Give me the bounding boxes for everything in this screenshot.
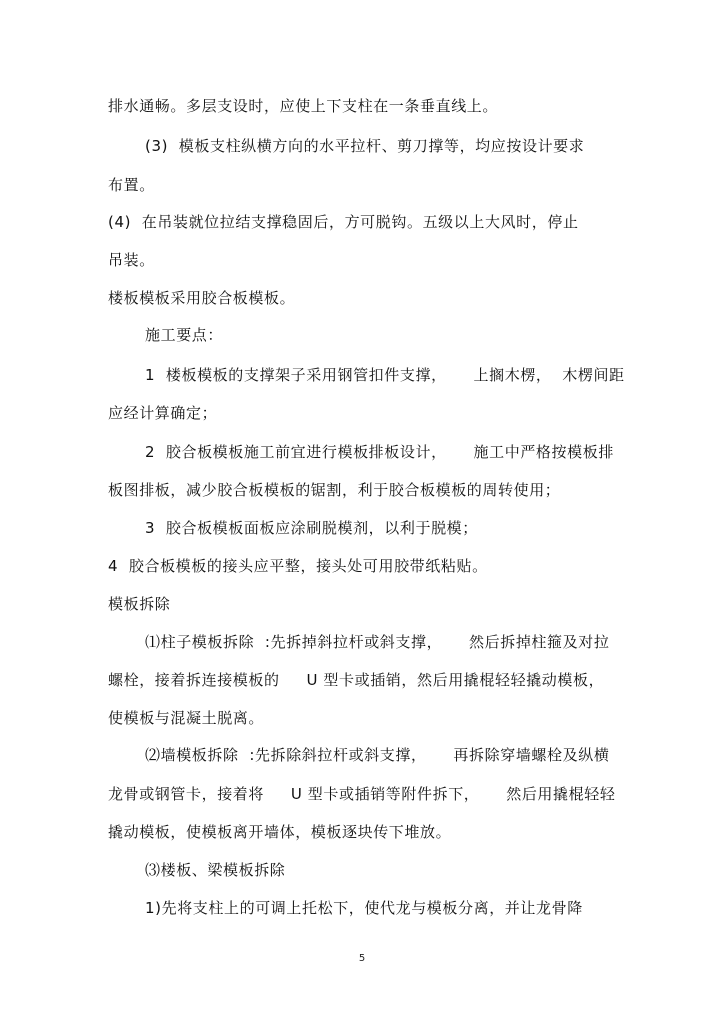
text-line: 板图排板，减少胶合板模板的锯割，利于胶合板模板的周转使用； bbox=[108, 481, 561, 499]
text-line: 龙骨或钢管卡，接着将 U 型卡或插销等附件拆下， 然后用撬棍轻轻 bbox=[108, 785, 616, 803]
section-heading: 楼板模板采用胶合板模板。 bbox=[108, 289, 296, 307]
text-line: 4 胶合板模板的接头应平整，接头处可用胶带纸粘贴。 bbox=[108, 557, 488, 575]
text-line: 螺栓，接着拆连接模板的 U 型卡或插销，然后用撬棍轻轻撬动模板， bbox=[108, 671, 605, 689]
text-line: 撬动模板，使模板离开墙体，模板逐块传下堆放。 bbox=[108, 823, 452, 841]
text-line: 布置。 bbox=[108, 176, 155, 194]
text-line: 3 胶合板模板面板应涂刷脱模剂，以利于脱模； bbox=[145, 519, 478, 537]
text-line: 2 胶合板模板施工前宜进行模板排板设计， 施工中严格按模板排 bbox=[145, 443, 614, 461]
text-line: (4) 在吊装就位拉结支撑稳固后，方可脱钩。五级以上大风时，停止 bbox=[108, 213, 579, 231]
text-line: 1)先将支柱上的可调上托松下，使代龙与模板分离，并让龙骨降 bbox=[145, 899, 583, 917]
subsection-heading: 施工要点： bbox=[145, 326, 224, 344]
text-line: ⑴柱子模板拆除 :先拆掉斜拉杆或斜支撑， 然后拆掉柱箍及对拉 bbox=[145, 633, 610, 651]
text-line: 排水通畅。多层支设时，应使上下支柱在一条垂直线上。 bbox=[108, 97, 499, 115]
text-line: (3) 模板支柱纵横方向的水平拉杆、剪刀撑等，均应按设计要求 bbox=[145, 137, 585, 155]
text-line: 使模板与混凝土脱离。 bbox=[108, 709, 265, 727]
text-line: 应经计算确定； bbox=[108, 404, 218, 422]
section-heading: 模板拆除 bbox=[108, 595, 171, 613]
page-number: 5 bbox=[358, 953, 366, 964]
subsection-heading: ⑶楼板、梁模板拆除 bbox=[145, 861, 286, 879]
text-line: 1 楼板模板的支撑架子采用钢管扣件支撑， 上搁木楞， 木楞间距 bbox=[145, 366, 625, 384]
text-line: ⑵墙模板拆除 :先拆除斜拉杆或斜支撑， 再拆除穿墙螺栓及纵横 bbox=[145, 746, 610, 764]
text-line: 吊装。 bbox=[108, 251, 155, 269]
